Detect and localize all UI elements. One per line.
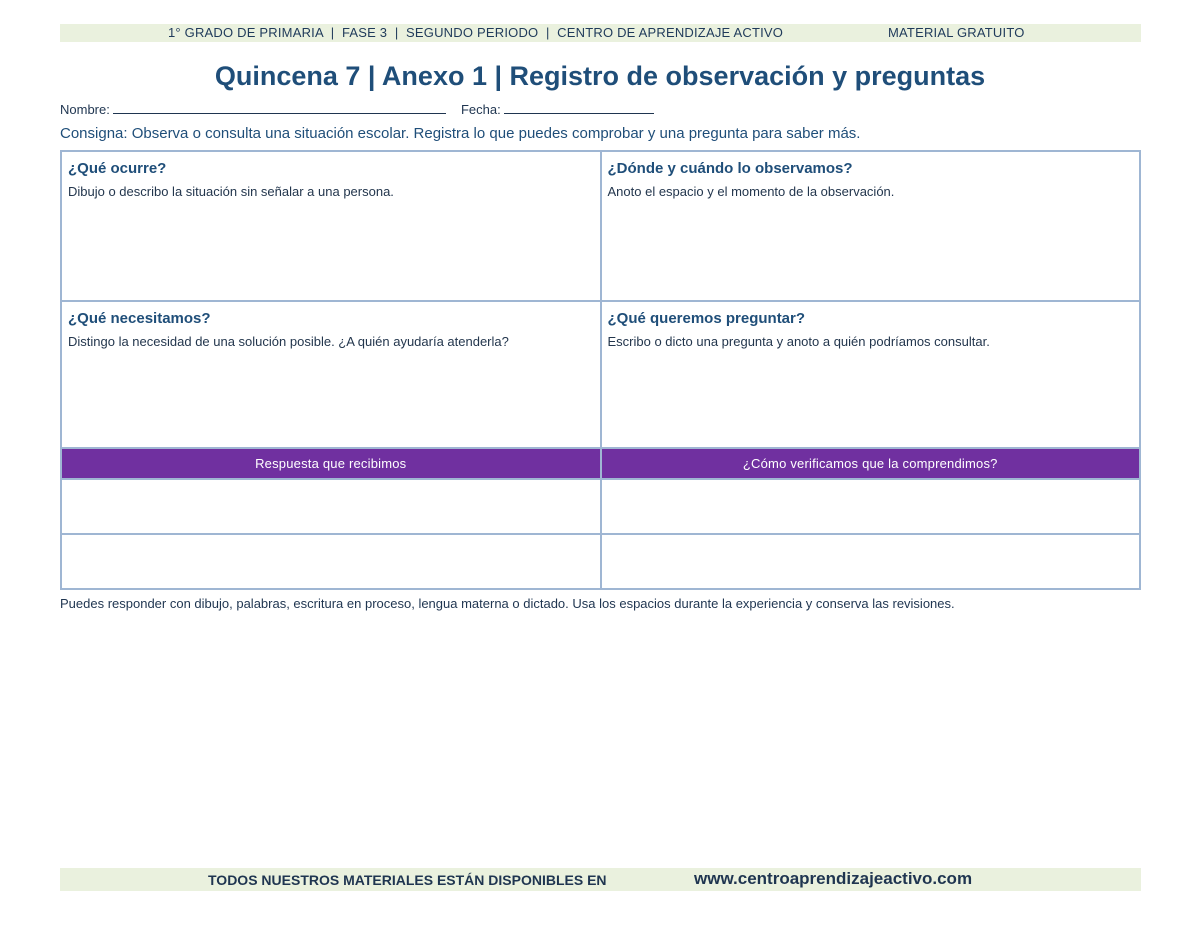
observation-grid	[60, 150, 1141, 452]
name-line[interactable]	[113, 100, 446, 114]
date-label: Fecha:	[460, 102, 501, 117]
name-label: Nombre:	[60, 102, 110, 117]
response-header-received: Respuesta que recibimos	[61, 448, 601, 479]
header-left-text: 1° GRADO DE PRIMARIA | FASE 3 | SEGUNDO PERIODO | CENTRO DE APRENDIZAJE ACTIVO	[168, 25, 784, 40]
grid-cell-where-when[interactable]	[601, 151, 1141, 301]
page-title: Quincena 7 | Anexo 1 | Registro de observación y preguntas	[214, 61, 986, 91]
response-cell[interactable]	[601, 479, 1141, 534]
header-band	[60, 24, 1141, 42]
footnote: Puedes responder con dibujo, palabras, escritura en proceso, lengua materna o dictado. Usa los espacios durante la experiencia y conserva las revisiones.	[60, 596, 955, 611]
grid-cell-text: Distingo la necesidad de una solución posible. ¿A quién ayudaría atenderla?	[68, 334, 509, 349]
grid-cell-text: Escribo o dicto una pregunta y anoto a quién podríamos consultar.	[607, 334, 990, 349]
response-cell[interactable]	[601, 534, 1141, 589]
response-table	[60, 447, 1141, 590]
grid-cell-title: ¿Qué ocurre?	[68, 160, 167, 177]
response-cell[interactable]	[61, 534, 601, 589]
grid-cell-text: Anoto el espacio y el momento de la observación.	[607, 184, 895, 199]
consigna-text: Consigna: Observa o consulta una situación escolar. Registra lo que puedes comprobar y una pregunta para saber más.	[60, 125, 861, 142]
name-date-fields	[60, 100, 654, 119]
date-line[interactable]	[504, 100, 654, 114]
grid-cell-question[interactable]	[601, 301, 1141, 451]
grid-cell-title: ¿Qué queremos preguntar?	[607, 310, 806, 327]
footer-text: TODOS NUESTROS MATERIALES ESTÁN DISPONIBLES EN	[208, 872, 607, 888]
footer-band	[60, 868, 1141, 891]
grid-cell-title: ¿Dónde y cuándo lo observamos?	[607, 160, 853, 177]
response-header-verify: ¿Cómo verificamos que la comprendimos?	[601, 448, 1141, 479]
header-right-text: MATERIAL GRATUITO	[888, 25, 1025, 40]
grid-cell-text: Dibujo o describo la situación sin señalar a una persona.	[68, 184, 394, 199]
response-cell[interactable]	[61, 479, 601, 534]
table-row	[61, 534, 1140, 589]
grid-cell-what[interactable]	[61, 151, 601, 301]
grid-cell-need[interactable]	[61, 301, 601, 451]
grid-cell-title: ¿Qué necesitamos?	[68, 310, 211, 327]
footer-url-link[interactable]: www.centroaprendizajeactivo.com	[694, 869, 973, 888]
table-row	[61, 479, 1140, 534]
